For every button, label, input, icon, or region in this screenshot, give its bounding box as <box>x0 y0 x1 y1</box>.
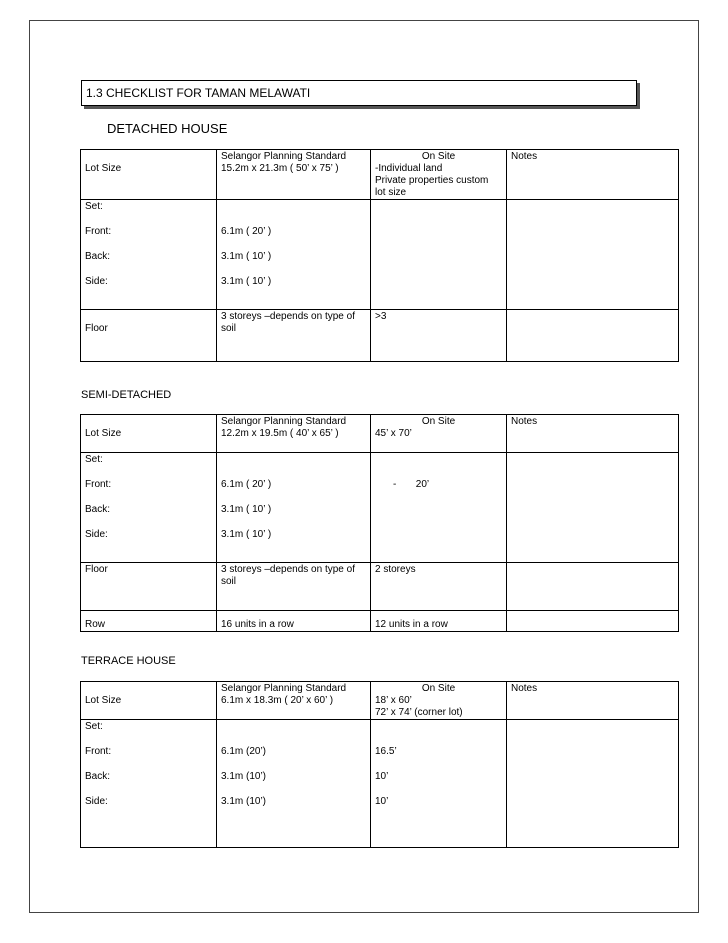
column-header: On Site <box>421 416 456 427</box>
cell-value: 3.1m ( 10’ ) <box>221 251 272 262</box>
cell-value: 3 storeys –depends on type of soil <box>221 564 355 587</box>
row-label: Back: <box>85 771 111 782</box>
row-label: Lot Size <box>85 428 122 439</box>
cell-value: 2 storeys <box>375 564 416 575</box>
cell-value: 3.1m ( 10’ ) <box>221 529 272 540</box>
cell-value: 6.1m x 18.3m ( 20’ x 60’ ) <box>221 695 334 706</box>
row-label: Lot Size <box>85 163 122 174</box>
cell-value: 3.1m (10’) <box>221 771 267 782</box>
cell-value: >3 <box>375 311 387 322</box>
column-header: Selangor Planning Standard <box>221 416 347 427</box>
column-header: Notes <box>511 151 538 162</box>
row-label: Front: <box>85 479 112 490</box>
row-label: Back: <box>85 504 111 515</box>
table-row <box>81 415 679 453</box>
terrace-table <box>80 681 679 848</box>
cell-value: 3.1m (10’) <box>221 796 267 807</box>
cell-value: -Individual land <box>375 163 443 174</box>
cell-value: lot size <box>375 187 407 198</box>
table-row <box>81 682 679 720</box>
cell-value: 12.2m x 19.5m ( 40’ x 65’ ) <box>221 428 339 439</box>
cell-value: - 20’ <box>393 479 430 490</box>
detached-table <box>80 149 679 362</box>
row-label: Side: <box>85 529 108 540</box>
row-label: Row <box>85 619 106 630</box>
table-row <box>81 200 679 310</box>
row-label: Floor <box>85 323 108 334</box>
table-row <box>81 720 679 848</box>
row-label: Front: <box>85 226 112 237</box>
row-label: Set: <box>85 454 103 465</box>
column-header: Notes <box>511 683 538 694</box>
cell-value: 18’ x 60’ <box>375 695 412 706</box>
cell-value: Private properties custom <box>375 175 489 186</box>
semi-table <box>80 414 679 632</box>
row-label: Lot Size <box>85 695 122 706</box>
table-row <box>81 563 679 611</box>
table-row <box>81 310 679 362</box>
cell-value: 3.1m ( 10’ ) <box>221 504 272 515</box>
cell-value: 16 units in a row <box>221 619 294 630</box>
column-header: On Site <box>421 151 456 162</box>
cell-value: 6.1m ( 20’ ) <box>221 226 272 237</box>
cell-value: 3 storeys –depends on type of soil <box>221 311 355 334</box>
column-header: Selangor Planning Standard <box>221 683 347 694</box>
cell-value: 10’ <box>375 796 389 807</box>
section-heading-terrace: TERRACE HOUSE <box>81 655 176 667</box>
cell-value: 6.1m ( 20’ ) <box>221 479 272 490</box>
cell-value: 45’ x 70’ <box>375 428 412 439</box>
row-label: Set: <box>85 721 103 732</box>
cell-value: 15.2m x 21.3m ( 50’ x 75’ ) <box>221 163 339 174</box>
column-header: On Site <box>421 683 456 694</box>
cell-value: 72’ x 74’ (corner lot) <box>375 707 463 718</box>
page-title: 1.3 CHECKLIST FOR TAMAN MELAWATI <box>81 80 637 106</box>
cell-value: 6.1m (20’) <box>221 746 267 757</box>
row-label: Floor <box>85 564 108 575</box>
table-row <box>81 453 679 563</box>
section-heading-semi: SEMI-DETACHED <box>81 389 172 401</box>
row-label: Front: <box>85 746 112 757</box>
column-header: Notes <box>511 416 538 427</box>
row-label: Side: <box>85 276 108 287</box>
table-row <box>81 150 679 200</box>
table-row <box>81 611 679 632</box>
cell-value: 12 units in a row <box>375 619 448 630</box>
row-label: Back: <box>85 251 111 262</box>
cell-value: 16.5’ <box>375 746 397 757</box>
section-heading-detached: DETACHED HOUSE <box>107 121 228 136</box>
column-header: Selangor Planning Standard <box>221 151 347 162</box>
cell-value: 10’ <box>375 771 389 782</box>
row-label: Side: <box>85 796 108 807</box>
row-label: Set: <box>85 201 103 212</box>
cell-value: 3.1m ( 10’ ) <box>221 276 272 287</box>
